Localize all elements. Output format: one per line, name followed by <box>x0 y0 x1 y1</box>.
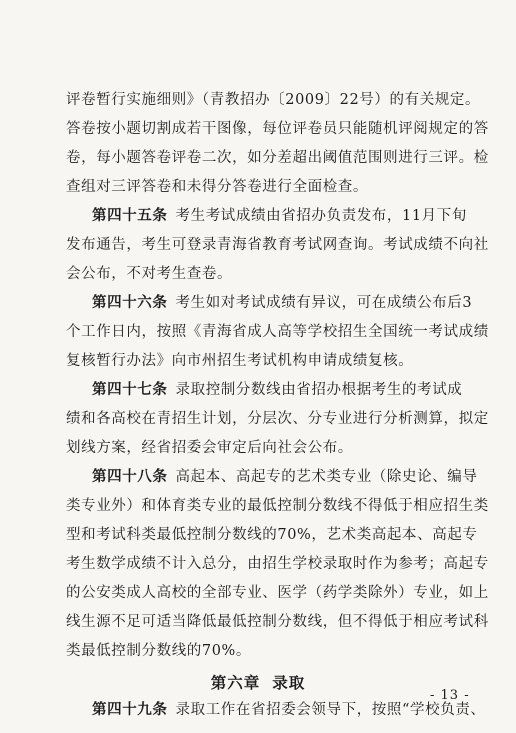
article-label: 第四十五条 <box>92 207 168 224</box>
text-line: 会公布，不对考生查卷。 <box>66 266 233 282</box>
article-45-first-line <box>92 206 467 226</box>
text-line: 线生源不足可适当降低最低控制分数线，但不得低于相应考试科 <box>66 614 489 630</box>
text-line: 录取工作在省招委会领导下，按照“学校负责、 <box>175 702 486 718</box>
article-label: 第四十六条 <box>92 294 168 311</box>
article-49-first-line <box>92 700 486 720</box>
text-line: 录取控制分数线由省招办根据考生的考试成 <box>175 382 463 398</box>
text-line: 类最低控制分数线的70%。 <box>66 643 252 659</box>
text-line: 卷，每小题答卷评卷二次，如分差超出阈值范围则进行三评。检 <box>66 150 489 166</box>
article-label: 第四十九条 <box>92 701 168 718</box>
text-line: 类专业外）和体育类专业的最低控制分数线不得低于相应招生类 <box>66 498 489 514</box>
article-48-first-line <box>92 467 478 487</box>
article-47-first-line <box>92 380 462 400</box>
text-line: 划线方案，经省招委会审定后向社会公布。 <box>66 440 353 456</box>
text-line: 考生如对考试成绩有异议，可在成绩公布后3 <box>175 295 473 311</box>
text-line: 答卷按小题切割成若干图像，每位评卷员只能随机评阅规定的答 <box>66 121 489 137</box>
article-label: 第四十七条 <box>92 381 168 398</box>
article-46-first-line <box>92 293 472 313</box>
article-label: 第四十八条 <box>92 468 168 485</box>
text-line: 个工作日内，按照《青海省成人高等学校招生全国统一考试成绩 <box>66 324 489 340</box>
text-line: 的公安类成人高校的全部专业、医学（药学类除外）专业，如上 <box>66 585 489 601</box>
text-line: 绩和各高校在青招生计划，分层次、分专业进行分析测算，拟定 <box>66 411 489 427</box>
text-line: 发布通告，考生可登录青海省教育考试网查询。考试成绩不向社 <box>66 237 489 253</box>
text-line: 评卷暂行实施细则》（青教招办〔2009〕22号）的有关规定。 <box>66 92 481 108</box>
chapter-title: 录取 <box>272 673 306 692</box>
text-line: 型和考试科类最低控制分数线的70%，艺术类高起本、高起专 <box>66 527 478 543</box>
text-line: 考生考试成绩由省招办负责发布，11月下旬 <box>175 208 467 224</box>
chapter-number: 第六章 <box>210 673 261 692</box>
text-line: 复核暂行办法》向市州招生考试机构申请成绩复核。 <box>66 353 414 369</box>
text-line: 高起本、高起专的艺术类专业（除史论、编导 <box>175 469 478 485</box>
page-number: - 13 - <box>430 688 470 703</box>
text-line: 查组对三评答卷和未得分答卷进行全面检查。 <box>66 179 368 195</box>
text-line: 考生数学成绩不计入总分，由招生学校录取时作为参考；高起专 <box>66 556 489 572</box>
